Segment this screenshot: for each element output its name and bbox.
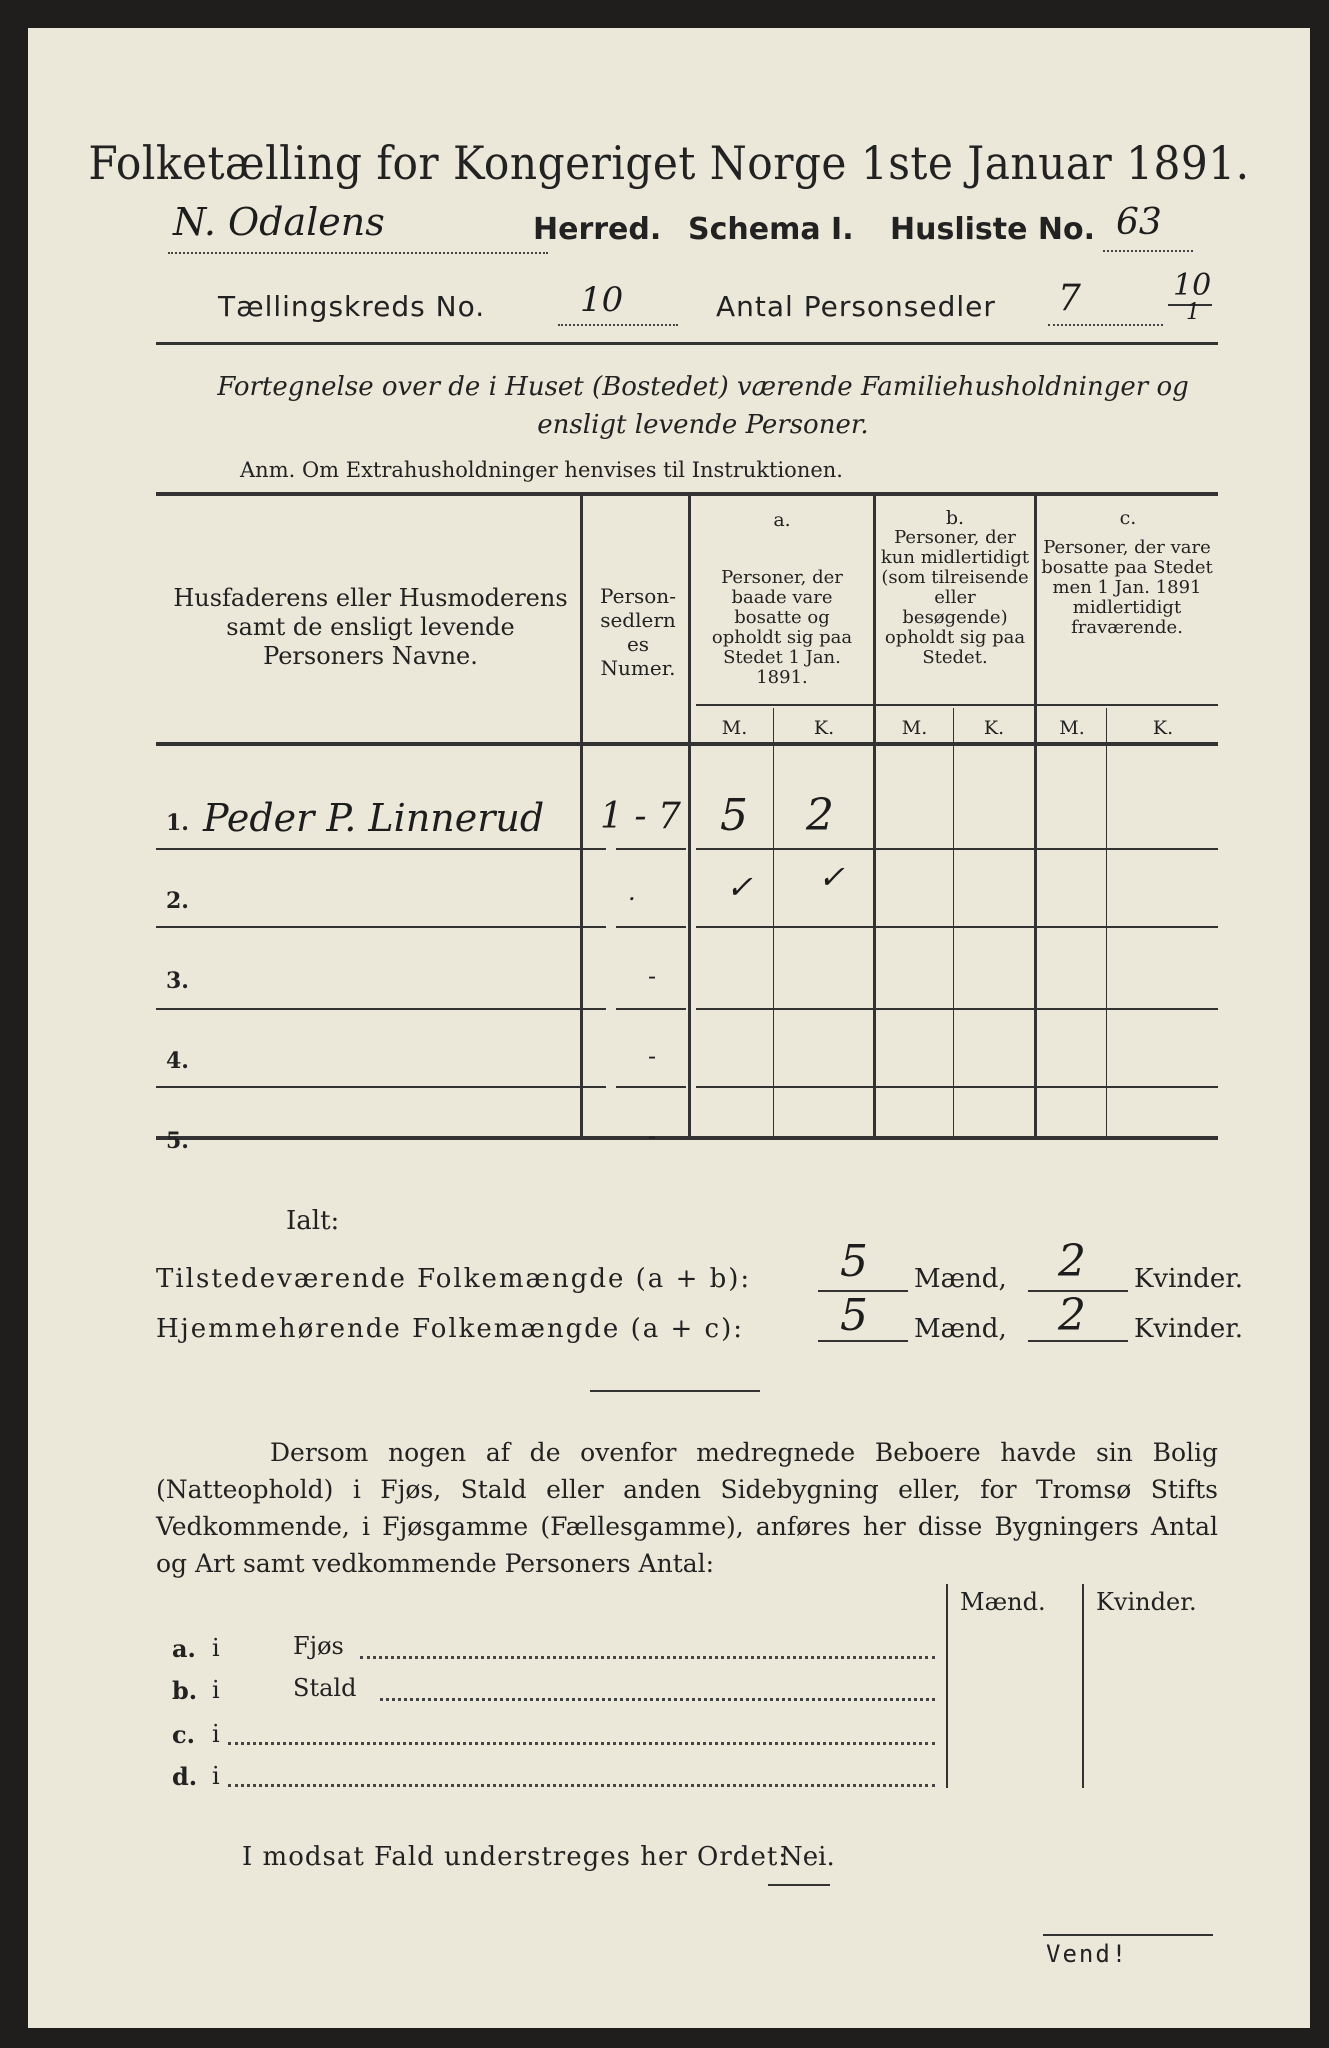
row-a-m[interactable]: 5 [720,790,748,841]
row-number: 2. [166,888,189,914]
col-a-m: M. [721,717,748,739]
form-title: Folketælling for Kongeriget Norge 1ste Januar 1891. [88,136,1250,190]
tilstede-maend-value[interactable]: 5 [840,1236,868,1287]
col-a-k: K. [813,717,835,739]
husliste-label: Husliste No. [890,212,1095,247]
building-i: i [212,1720,220,1748]
row-a-m[interactable]: ✓ [726,868,753,906]
col-b-k: K. [983,717,1005,739]
hjemme-label: Hjemmehørende Folkemængde (a + c): [156,1314,744,1344]
col-header-a-letter: a. [773,509,791,531]
row-number: 1. [166,810,189,836]
building-letter: b. [172,1676,198,1705]
kreds-label: Tællingskreds No. [218,290,486,323]
building-letter: d. [172,1762,198,1791]
col-c-k: K. [1152,717,1174,739]
hjemme-maend-value[interactable]: 5 [840,1290,868,1341]
buildings-col-kvinder: Kvinder. [1096,1588,1197,1616]
hjemme-kvinder-label: Kvinder. [1134,1314,1244,1344]
row-number: 4. [166,1048,189,1074]
ialt-label: Ialt: [286,1206,340,1236]
hjemme-maend-label: Mænd, [914,1314,1007,1344]
col-header-numer: Person-sedlernes Numer. [600,584,676,680]
antal-label: Antal Personsedler [716,290,996,323]
building-label: Fjøs [293,1632,344,1660]
tilstede-kvinder-value[interactable]: 2 [1058,1236,1086,1287]
building-letter: c. [172,1720,195,1749]
antal-value[interactable]: 7 [1058,278,1081,319]
tilstede-label: Tilstedeværende Folkemængde (a + b): [156,1264,752,1294]
nei-word[interactable]: Nei. [780,1842,835,1872]
row-a-k[interactable]: ✓ [818,858,845,896]
buildings-col-maend: Mænd. [960,1588,1046,1616]
col-c-m: M. [1059,717,1085,739]
building-i: i [212,1634,220,1662]
section-divider [590,1390,760,1392]
building-label: Stald [293,1674,357,1702]
row-numer[interactable]: - [648,962,657,990]
vend-text: Vend! [1046,1940,1129,1968]
header-divider [156,342,1218,345]
modsat-text: I modsat Fald understreges her Ordet: [242,1842,789,1872]
col-header-b: Personer, der kun midlertidigt (som tilreisende eller besøgende) opholdt sig paa Stedet. [880,527,1030,668]
building-i: i [212,1762,220,1790]
building-letter: a. [172,1634,196,1663]
col-header-a: Personer, der baade vare bosatte og opholdt sig paa Stedet 1 Jan. 1891. [711,567,853,688]
row-name[interactable]: Peder P. Linnerud [203,796,545,840]
col-header-b-letter: b. [945,507,965,529]
col-header-names: Husfaderens eller Husmoderens samt de ensligt levende Personers Navne. [173,584,568,670]
fortegnelse-text: Fortegnelse over de i Huset (Bostedet) værende Familiehusholdninger og ensligt levende Personer. [217,372,1189,440]
tilstede-maend-label: Mænd, [914,1264,1007,1294]
kreds-number[interactable]: 10 [580,280,624,320]
schema-label: Schema I. [688,212,854,247]
building-i: i [212,1676,220,1704]
herred-name[interactable]: N. Odalens [173,200,385,244]
anm-text: Anm. Om Extrahusholdninger henvises til Instruktionen. [240,458,843,482]
row-a-k[interactable]: 2 [806,790,834,841]
row-numer[interactable]: - [648,1042,657,1070]
row-numer[interactable]: . [628,878,636,906]
hjemme-kvinder-value[interactable]: 2 [1058,1290,1086,1341]
col-header-c: Personer, der vare bosatte paa Stedet men 1 Jan. 1891 midlertidigt fraværende. [1041,537,1213,638]
col-b-m: M. [901,717,928,739]
row-numer[interactable]: - [648,1122,657,1150]
husliste-number[interactable]: 63 [1116,202,1162,243]
herred-label: Herred. [533,212,662,247]
census-form-page [28,28,1310,2028]
buildings-paragraph: Dersom nogen af de ovenfor medregnede Beboere havde sin Bolig (Natteophold) i Fjøs, Stald eller anden Sidebygning eller, for Tromsø Stifts Vedkommende, i Fjøsgamme (Fællesgamme), anføres her disse Bygningers Antal og Art samt vedkommende Personers Antal: [156,1438,1218,1578]
antal-fraction-bottom[interactable]: 1 [1186,300,1200,325]
col-header-c-letter: c. [1119,507,1137,529]
row-number: 5. [166,1128,189,1154]
antal-fraction-top[interactable]: 10 [1173,268,1212,303]
row-numer[interactable]: 1 - 7 [600,796,681,837]
row-number: 3. [166,968,189,994]
tilstede-kvinder-label: Kvinder. [1134,1264,1244,1294]
